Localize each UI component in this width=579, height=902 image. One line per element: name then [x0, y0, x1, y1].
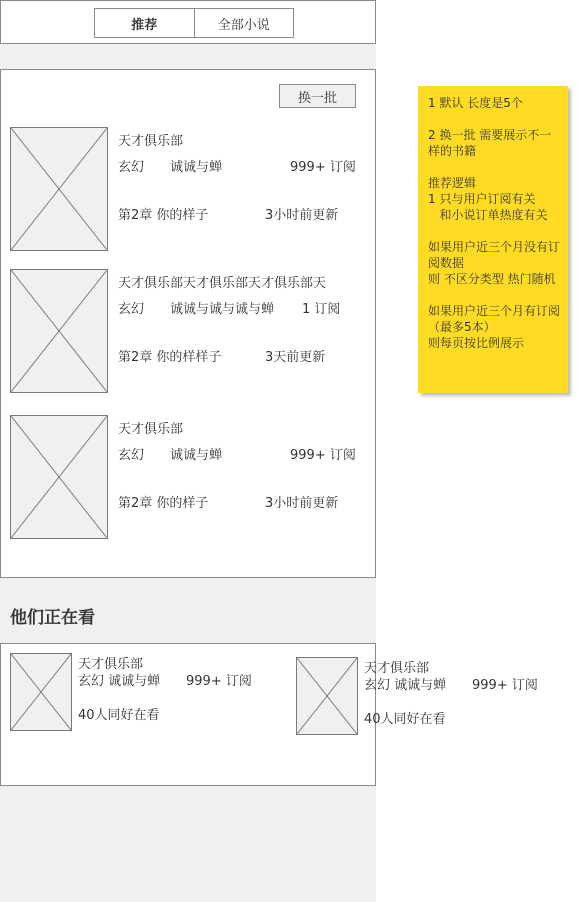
book-cover-image[interactable] — [10, 127, 108, 251]
friends-watching: 40人同好在看 — [364, 712, 446, 727]
friends-watching: 40人同好在看 — [78, 708, 160, 723]
book-meta: 玄幻 诚诚与蝉 — [364, 678, 447, 693]
book-meta: 玄幻 诚诚与蝉 — [78, 674, 161, 689]
book-genre: 玄幻 — [118, 160, 145, 175]
update-time: 3小时前更新 — [265, 496, 339, 511]
book-title[interactable]: 天才俱乐部 — [118, 422, 184, 437]
note-line: 如果用户近三个月有订阅（最多5本） 则每页按比例展示 — [428, 304, 561, 350]
refresh-batch-button[interactable]: 换一批 — [279, 84, 356, 108]
book-genre: 玄幻 — [118, 448, 145, 463]
update-time: 3小时前更新 — [265, 208, 339, 223]
tab-switcher — [94, 8, 294, 38]
note-line: 2 换一批 需要展示不一样的书籍 — [428, 128, 552, 158]
book-genre: 玄幻 — [118, 302, 145, 317]
latest-chapter[interactable]: 第2章 你的样样子 — [118, 350, 222, 365]
annotation-sticky-note — [418, 86, 568, 393]
book-author[interactable]: 诚诚与蝉 — [170, 448, 223, 463]
book-subscriptions: 1 订阅 — [302, 302, 341, 317]
book-subscriptions: 999+ 订阅 — [186, 674, 252, 689]
book-cover-image[interactable] — [296, 657, 358, 735]
book-subscriptions: 999+ 订阅 — [472, 678, 538, 693]
tab-recommend[interactable]: 推荐 — [131, 17, 158, 33]
book-title[interactable]: 天才俱乐部 — [364, 661, 430, 676]
book-cover-image[interactable] — [10, 269, 108, 393]
latest-chapter[interactable]: 第2章 你的样子 — [118, 496, 209, 511]
book-author[interactable]: 诚诚与诚与诚与蝉 — [170, 302, 275, 317]
book-cover-image[interactable] — [10, 653, 72, 731]
note-line: 1 默认 长度是5个 — [428, 96, 523, 110]
book-author[interactable]: 诚诚与蝉 — [170, 160, 223, 175]
book-subscriptions: 999+ 订阅 — [290, 448, 356, 463]
tab-all-novels[interactable]: 全部小说 — [194, 9, 294, 37]
book-subscriptions: 999+ 订阅 — [290, 160, 356, 175]
note-line: 推荐逻辑 1 只与用户订阅有关 和小说订单热度有关 — [428, 176, 548, 222]
book-title[interactable]: 天才俱乐部天才俱乐部天才俱乐部天 — [118, 276, 327, 291]
book-cover-image[interactable] — [10, 415, 108, 539]
section-title-watching: 他们正在看 — [10, 608, 95, 628]
top-bar — [0, 0, 376, 44]
latest-chapter[interactable]: 第2章 你的样子 — [118, 208, 209, 223]
update-time: 3天前更新 — [265, 350, 326, 365]
note-line: 如果用户近三个月没有订阅数据 则 不区分类型 热门随机 — [428, 240, 561, 286]
book-title[interactable]: 天才俱乐部 — [78, 657, 144, 672]
book-title[interactable]: 天才俱乐部 — [118, 134, 184, 149]
